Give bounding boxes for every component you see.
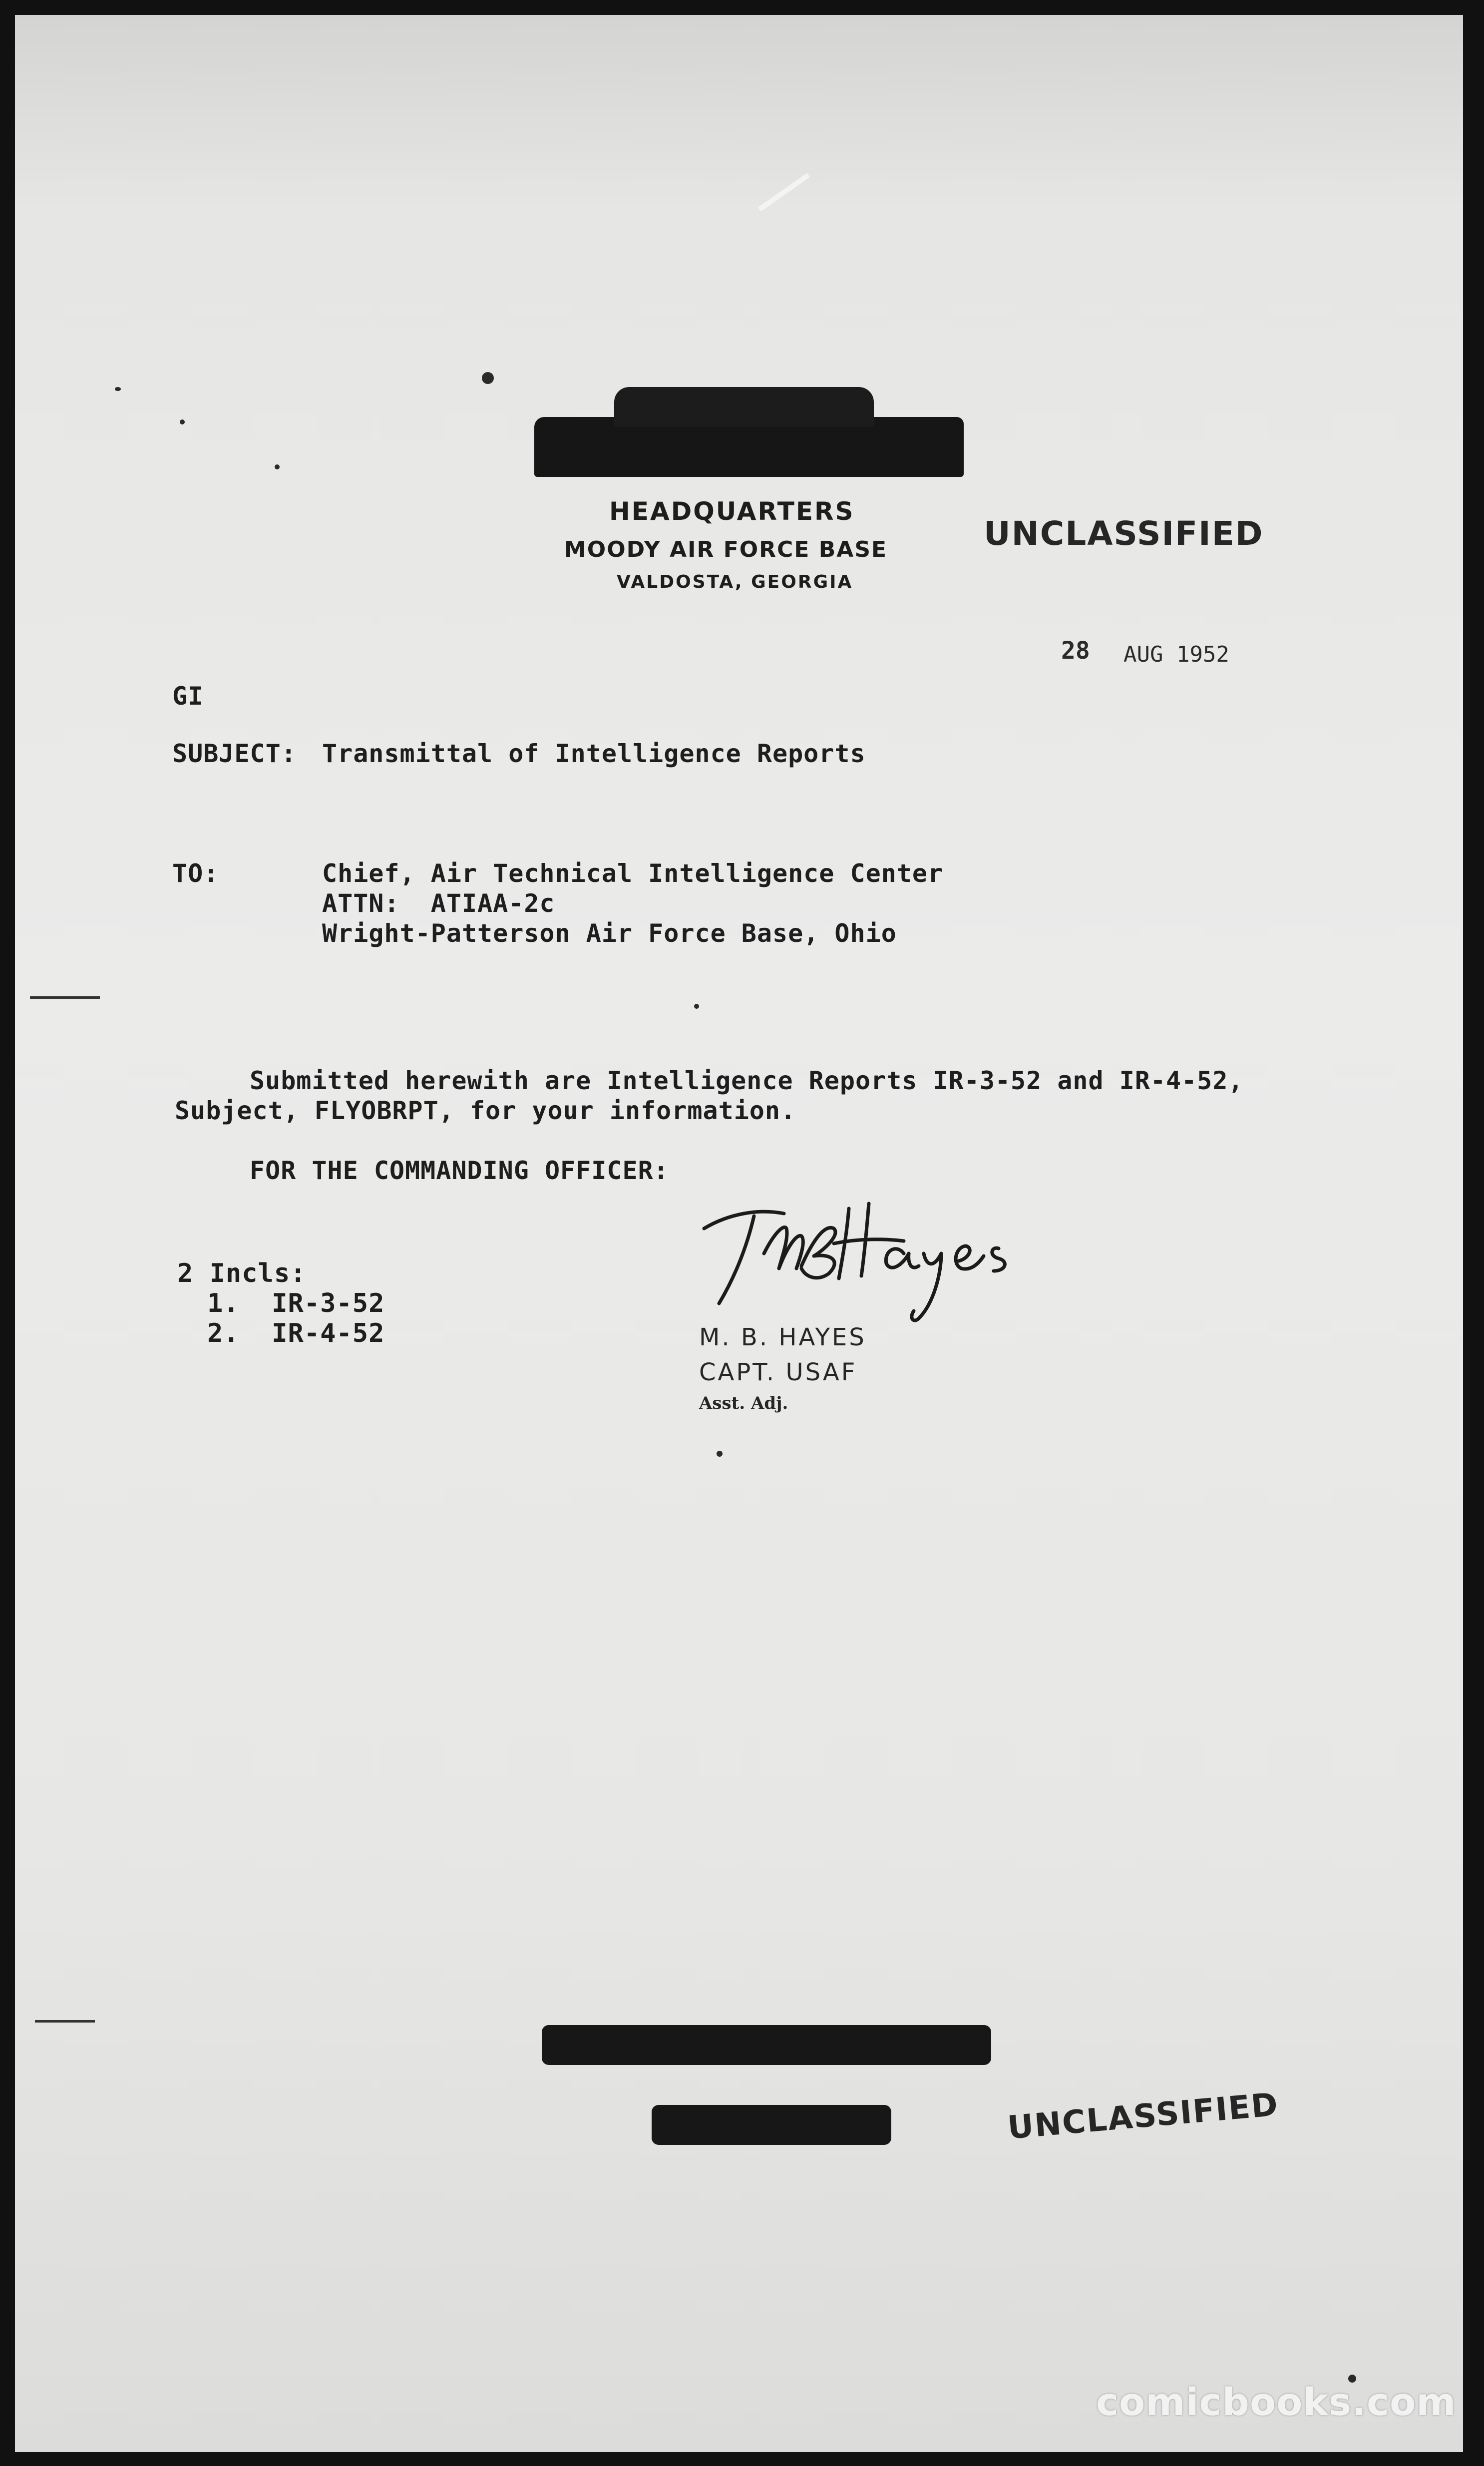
to-line-3: Wright-Patterson Air Force Base, Ohio: [322, 919, 897, 948]
source-watermark: comicbooks.com: [1096, 2380, 1457, 2424]
office-code: GI: [172, 682, 204, 711]
handwritten-signature: [699, 1194, 1039, 1328]
speck: [180, 419, 185, 424]
speck: [275, 464, 280, 469]
redacted-seal-top: [614, 387, 874, 427]
body-line-2: Subject, FLYOBRPT, for your information.: [175, 1096, 796, 1125]
speck: [717, 1451, 723, 1457]
classification-stamp-top: UNCLASSIFIED: [984, 514, 1264, 553]
margin-rule: [30, 996, 100, 999]
enclosure-item-2: 2. IR-4-52: [207, 1318, 385, 1348]
date-month-year: AUG 1952: [1123, 642, 1229, 667]
speck: [694, 1004, 699, 1009]
classification-stamp-bottom: UNCLASSIFIED: [1006, 2086, 1280, 2147]
letterhead-base: MOODY AIR FORCE BASE: [564, 537, 888, 562]
speck: [482, 372, 494, 384]
date-day: 28: [1061, 637, 1090, 665]
signer-name: M. B. HAYES: [699, 1323, 866, 1351]
margin-rule: [35, 2020, 95, 2023]
signer-title: Asst. Adj.: [699, 1393, 788, 1413]
subject-text: Transmittal of Intelligence Reports: [322, 739, 866, 768]
enclosures-heading: 2 Incls:: [177, 1258, 307, 1288]
body-line-1: Submitted herewith are Intelligence Reports IR-3-52 and IR-4-52,: [250, 1066, 1244, 1095]
enclosure-item-1: 1. IR-3-52: [207, 1288, 385, 1318]
closing-line: FOR THE COMMANDING OFFICER:: [250, 1156, 669, 1185]
speck: [115, 387, 121, 391]
to-label: TO:: [172, 859, 219, 888]
scratch-mark: [758, 173, 810, 211]
redaction-bar-2: [652, 2105, 891, 2145]
signer-rank: CAPT. USAF: [699, 1358, 857, 1386]
letterhead-city: VALDOSTA, GEORGIA: [617, 572, 853, 592]
letterhead-title: HEADQUARTERS: [609, 497, 855, 526]
document-page: [15, 15, 1463, 2452]
to-line-1: Chief, Air Technical Intelligence Center: [322, 859, 944, 888]
redaction-bar-1: [542, 2025, 991, 2065]
subject-label: SUBJECT:: [172, 739, 297, 768]
to-line-2: ATTN: ATIAA-2c: [322, 889, 555, 918]
